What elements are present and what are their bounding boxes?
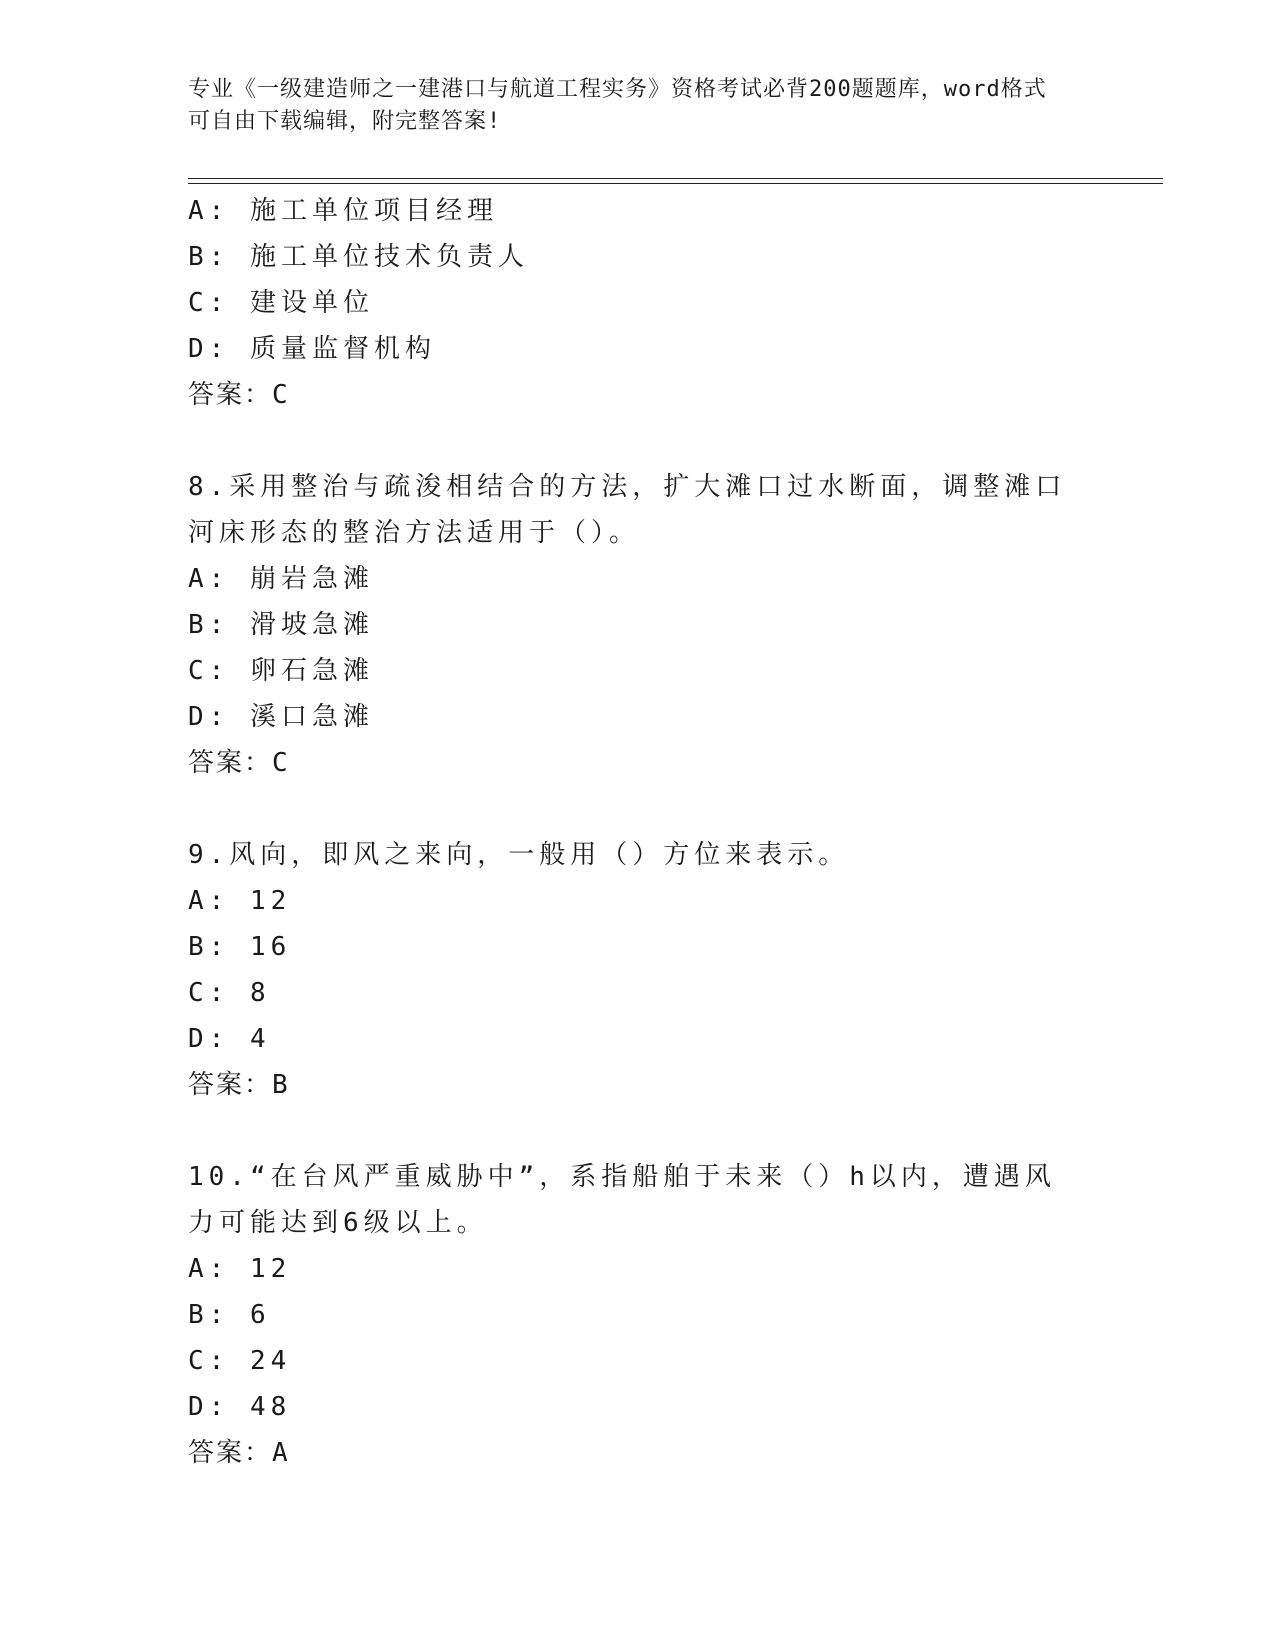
question-7 <box>188 188 1088 418</box>
question-list <box>188 188 1088 1476</box>
option-c: C: 8 <box>188 978 271 1008</box>
header-intro-text: 专业《一级建造师之一建港口与航道工程实务》资格考试必背200题题库，word格式可自由下载编辑，附完整答案! <box>188 77 1047 134</box>
option-b: B: 滑坡急滩 <box>188 610 374 640</box>
question-9 <box>188 832 1088 1108</box>
option-d: D: 48 <box>188 1392 292 1422</box>
answer-line: 答案：C <box>188 748 290 778</box>
spacer <box>188 1108 1088 1154</box>
option-c: C: 建设单位 <box>188 288 374 318</box>
option-a: A: 崩岩急滩 <box>188 564 374 594</box>
option-a: A: 施工单位项目经理 <box>188 196 498 226</box>
spacer <box>188 786 1088 832</box>
option-d: D: 质量监督机构 <box>188 334 436 364</box>
option-b: B: 16 <box>188 932 292 962</box>
option-c: C: 24 <box>188 1346 292 1376</box>
answer-line: 答案：B <box>188 1070 290 1100</box>
spacer <box>188 418 1088 464</box>
question-stem: 10.“在台风严重威胁中”，系指船舶于未来（）h以内，遭遇风力可能达到6级以上。 <box>188 1162 1056 1238</box>
document-header <box>188 74 1068 138</box>
question-stem: 9.风向，即风之来向，一般用（）方位来表示。 <box>188 840 850 870</box>
option-a: A: 12 <box>188 886 292 916</box>
question-stem: 8.采用整治与疏浚相结合的方法，扩大滩口过水断面，调整滩口河床形态的整治方法适用于（）。 <box>188 472 1067 548</box>
question-10 <box>188 1154 1088 1476</box>
answer-line: 答案：A <box>188 1438 290 1468</box>
option-c: C: 卵石急滩 <box>188 656 374 686</box>
option-a: A: 12 <box>188 1254 292 1284</box>
header-divider-bottom <box>188 183 1163 184</box>
question-8 <box>188 464 1088 786</box>
option-b: B: 6 <box>188 1300 271 1330</box>
answer-line: 答案：C <box>188 380 290 410</box>
option-b: B: 施工单位技术负责人 <box>188 242 529 272</box>
option-d: D: 溪口急滩 <box>188 702 374 732</box>
option-d: D: 4 <box>188 1024 271 1054</box>
header-divider-top <box>188 178 1163 179</box>
